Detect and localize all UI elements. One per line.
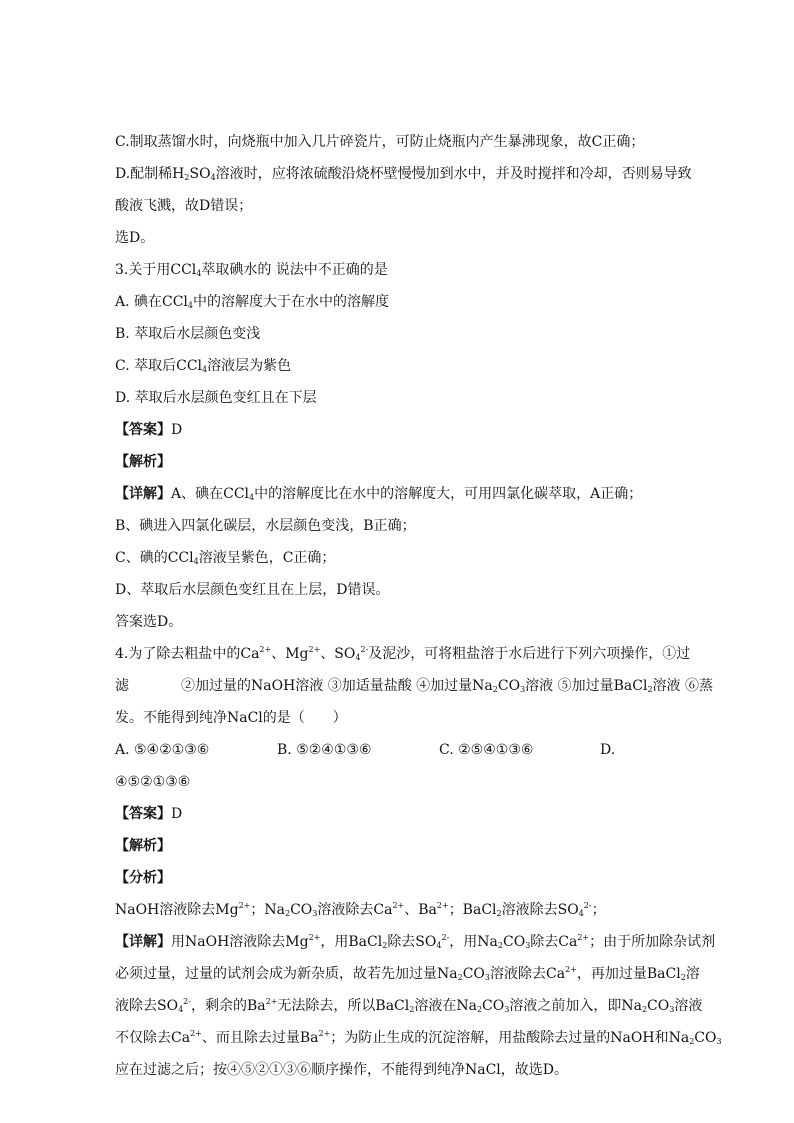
q3-option-d: D. 萃取后水层颜色变红且在下层 xyxy=(115,390,317,406)
q3-answer: 【答案】D xyxy=(115,422,183,438)
q3-detail-d: D、萃取后水层颜色变红且在上层，D错误。 xyxy=(115,582,390,598)
q4-fenxi-text: NaOH溶液除去$Mg^{2+}$；$Na_2CO_3$溶液除去$Ca^{2+}$、$Ba^{2+}$；BaCl$_2$溶液除去$SO_4^{2-}$； xyxy=(115,901,606,918)
q3-detail-b: B、碘进入四氯化碳层，水层颜色变浅，B正确； xyxy=(115,518,416,534)
q4-option-d-label: D. xyxy=(600,742,616,758)
q4-option-d-value: ④⑤②①③⑥ xyxy=(115,774,191,790)
q3-stem: 3.关于用CCl$_4$萃取碘水的 说法中不正确的是 xyxy=(115,262,388,278)
q4-stem-line1: 4.为了除去粗盐中的$Ca^{2+}$、$Mg^{2+}$、$SO_4^{2-}$及泥沙，可将粗盐溶于水后进行下列六项操作，①过 xyxy=(115,645,691,662)
q4-fenxi-heading: 【分析】 xyxy=(115,870,171,886)
q4-stem-line3: 发。不能得到纯净NaCl的是（ ） xyxy=(115,710,347,726)
q3-option-c: C. 萃取后CCl$_4$溶液层为紫色 xyxy=(115,358,292,374)
q3-detail-c: C、碘的CCl$_4$溶液呈紫色，C正确； xyxy=(115,550,336,566)
q4-analysis-heading: 【解析】 xyxy=(115,838,171,854)
q4-detail-line3: 液除去$SO_4^{2-}$，剩余的$Ba^{2+}$无法除去，所以BaCl$_2$溶液在$Na_2CO_3$溶液之前加入，即$Na_2CO_3$溶液 xyxy=(115,997,703,1014)
q4-detail-line1: 【详解】用NaOH溶液除去$Mg^{2+}$，用BaCl$_2$除去$SO_4^{2-}$，用$Na_2CO_3$除去$Ca^{2+}$；由于所加除杂试剂 xyxy=(115,933,716,950)
q3-option-a: A. 碘在CCl$_4$中的溶解度大于在水中的溶解度 xyxy=(115,294,390,310)
q4-stem-line2: 滤 ②加过量的NaOH溶液 ③加适量盐酸 ④加过量$Na_2CO_3$溶液 ⑤加过量BaCl$_2$溶液 ⑥蒸 xyxy=(115,678,713,694)
q4-detail-line5: 应在过滤之后；按④⑤②①③⑥顺序操作，不能得到纯净NaCl，故选D。 xyxy=(115,1062,569,1078)
q3-conclusion: 答案选D。 xyxy=(115,614,183,630)
previous-conclusion: 选D。 xyxy=(115,230,155,246)
option-d-explanation-line1: D.配制稀$H_2SO_4$溶液时，应将浓硫酸沿烧杯壁慢慢加到水中，并及时搅拌和冷却，否则易导致 xyxy=(115,166,692,182)
q4-option-b: B. ⑤②④①③⑥ xyxy=(277,742,372,758)
q4-option-c: C. ②⑤④①③⑥ xyxy=(439,742,534,758)
option-c-explanation: C.制取蒸馏水时，向烧瓶中加入几片碎瓷片，可防止烧瓶内产生暴沸现象，故C正确； xyxy=(115,134,645,150)
q3-detail-a: 【详解】A、碘在CCl$_4$中的溶解度比在水中的溶解度大，可用四氯化碳萃取，A正确； xyxy=(115,486,643,502)
q4-detail-line4: 不仅除去$Ca^{2+}$、而且除去过量$Ba^{2+}$；为防止生成的沉淀溶解，用盐酸除去过量的NaOH和$Na_2CO_3$ xyxy=(115,1029,722,1046)
q4-answer: 【答案】D xyxy=(115,806,183,822)
q4-detail-line2: 必须过量，过量的试剂会成为新杂质，故若先加过量$Na_2CO_3$溶液除去$Ca^{2+}$，再加过量BaCl$_2$溶 xyxy=(115,965,700,982)
q3-analysis-heading: 【解析】 xyxy=(115,454,171,470)
option-d-explanation-line2: 酸液飞溅，故D错误； xyxy=(115,198,253,214)
q3-option-b: B. 萃取后水层颜色变浅 xyxy=(115,326,261,342)
q4-option-a: A. ⑤④②①③⑥ xyxy=(115,742,210,758)
